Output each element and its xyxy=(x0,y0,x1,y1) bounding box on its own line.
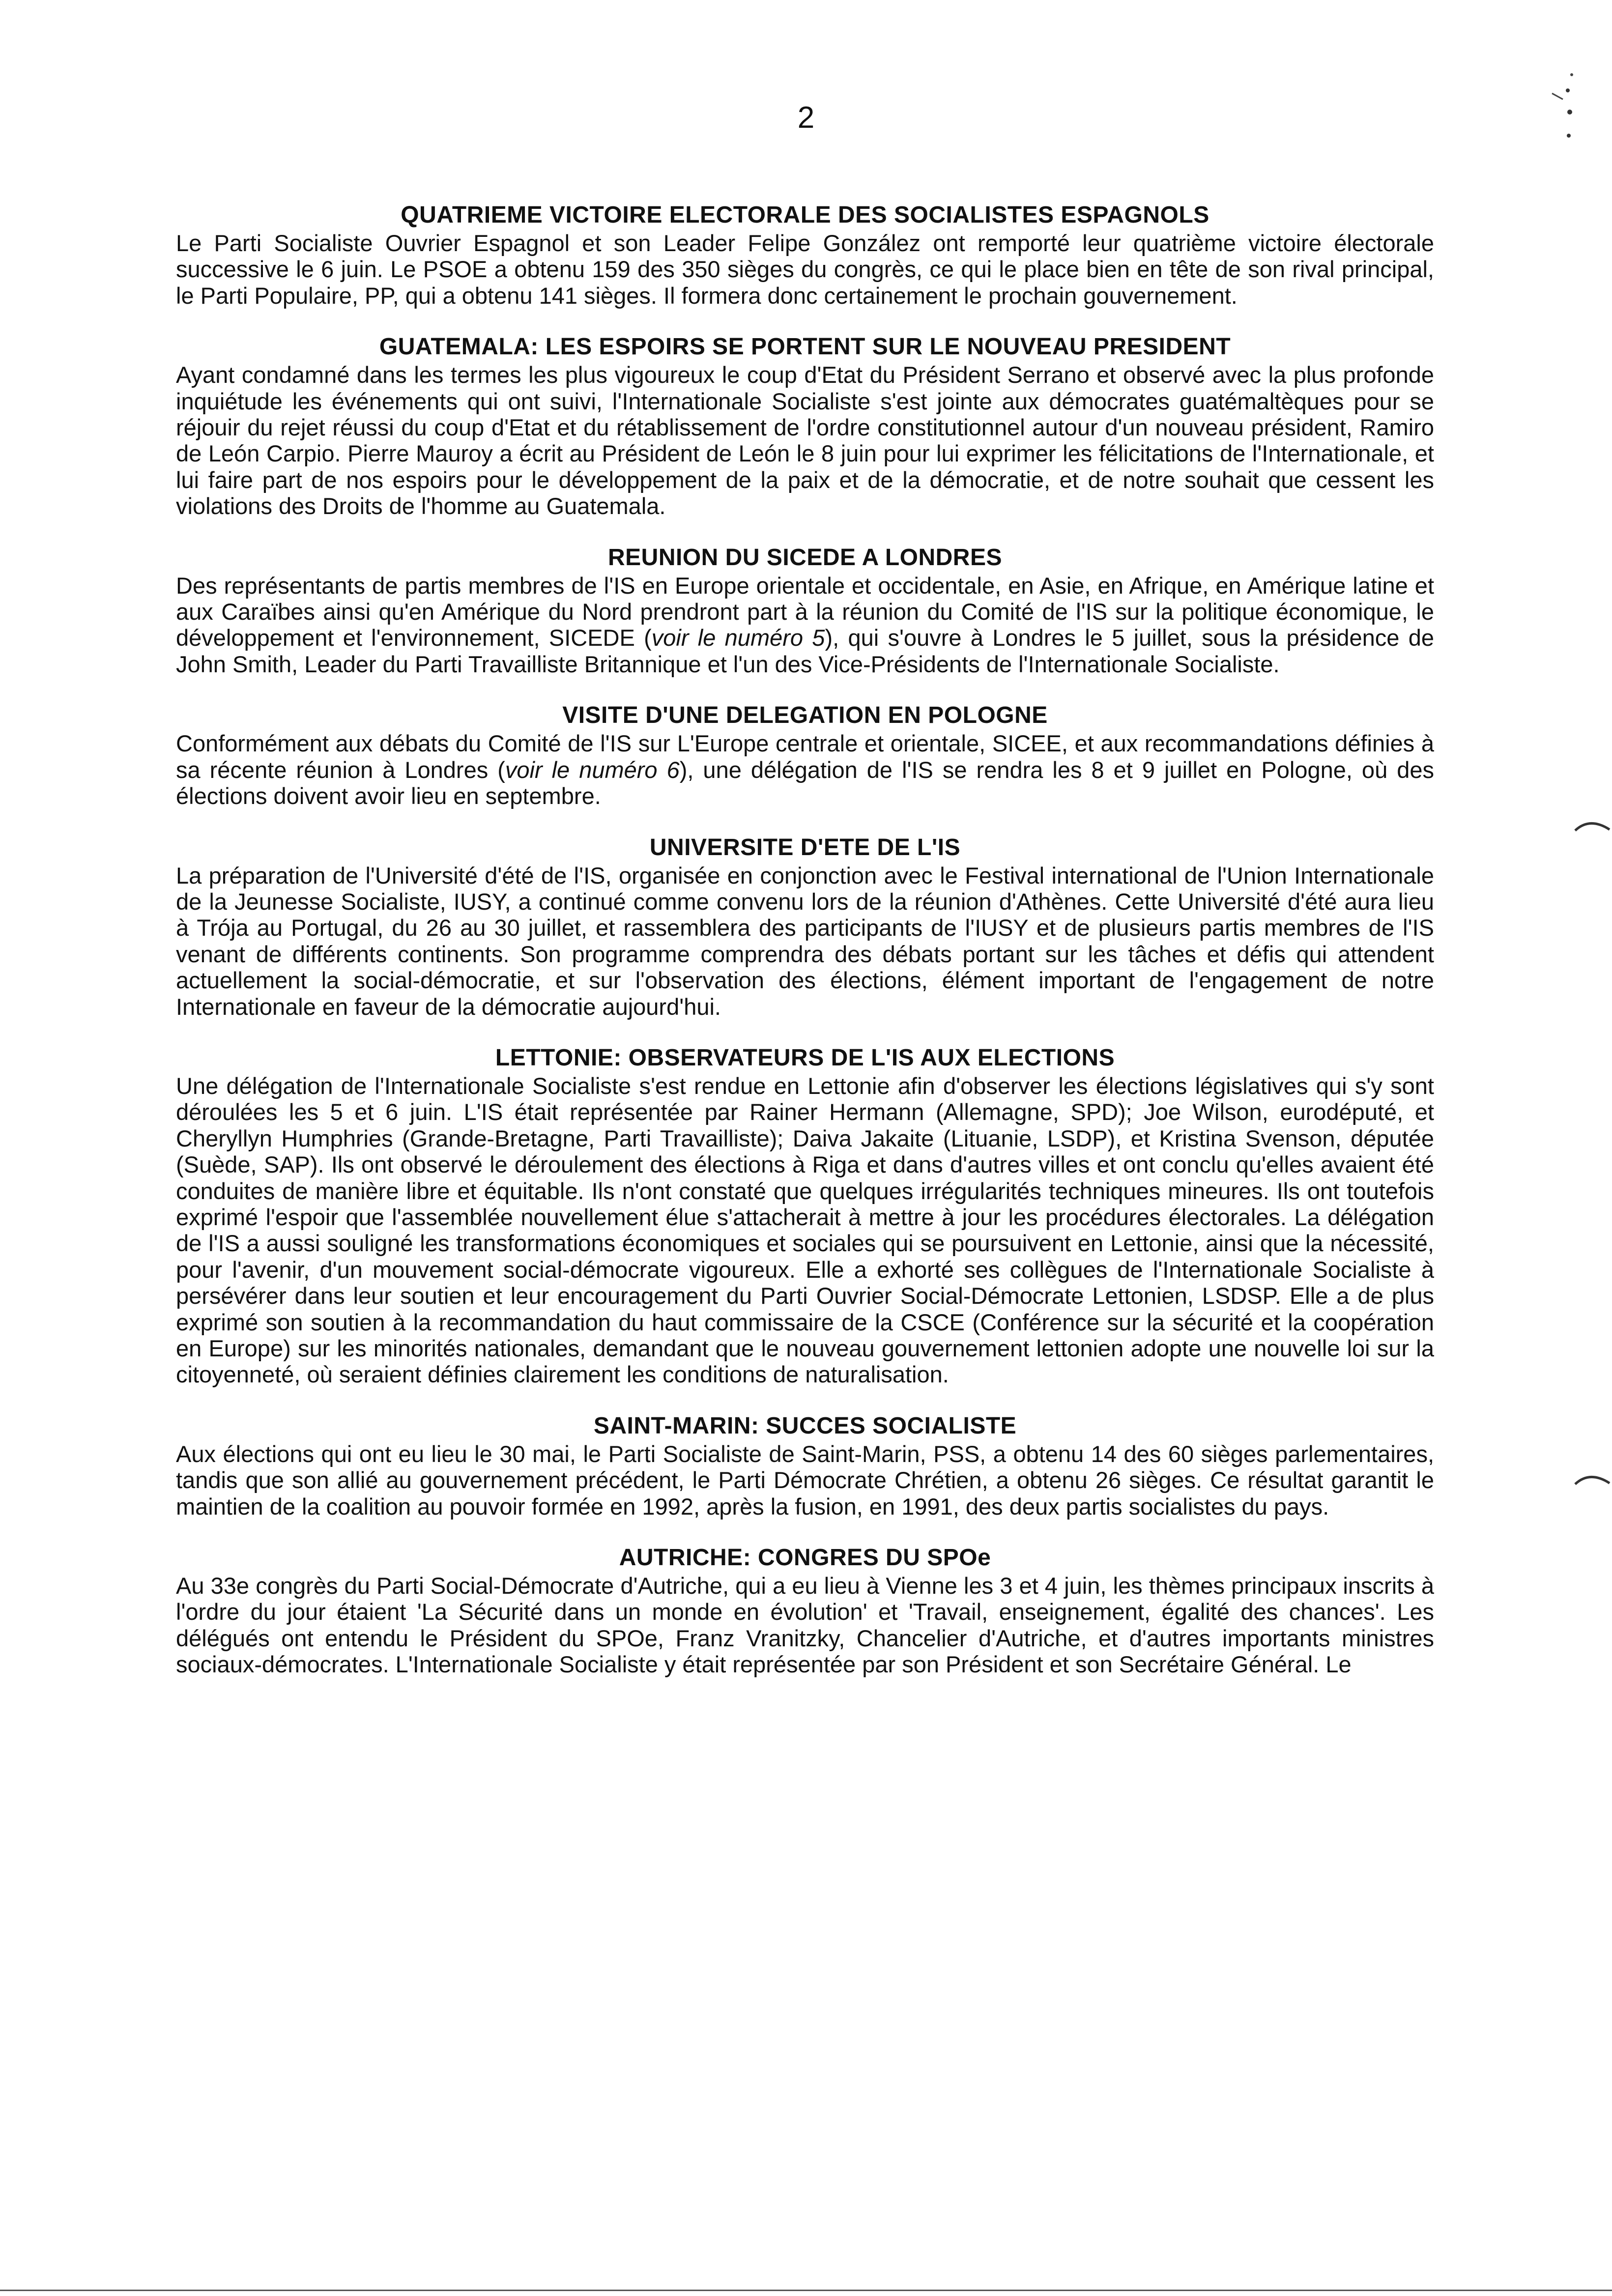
text-run: Des représentants de partis membres de l'IS en Europe orientale et occidentale, en Asie, en Afrique, en Amérique latine et aux Caraïbes ainsi qu'en Amérique du Nord prendront part à la réunion du Comité de l'IS sur la politique économique, le développement et l'environnement, SICEDE ( xyxy=(176,572,1434,651)
article-section xyxy=(176,201,1434,309)
text-run: Une délégation de l'Internationale Socialiste s'est rendue en Lettonie afin d'observer les élections législatives qui s'y sont déroulées les 5 et 6 juin. L'IS était représentée par Rainer Hermann (Allemagne, SPD); Joe Wilson, eurodéputé, et Cheryllyn Humphries (Grande-Bretagne, Parti Travailliste); Daiva Jakaite (Lituanie, LSDP), et Kristina Svenson, députée (Suède, SAP). Ils ont observé le déroulement des élections à Riga et dans d'autres villes et ont conclu qu'elles avaient été conduites de manière libre et équitable. Ils n'ont constaté que quelques irrégularités techniques mineures. Ils ont toutefois exprimé l'espoir que l'assemblée nouvellement élue s'attacherait à mettre à jour les procédures électorales. La délégation de l'IS a aussi souligné les transformations économiques et sociales qui se poursuivent en Lettonie, ainsi que la nécessité, pour l'avenir, d'un mouvement social-démocrate vigoureux. Elle a exhorté ses collègues de l'Internationale Socialiste à persévérer dans leur soutien et leur encouragement du Parti Ouvrier Social-Démocrate Lettonien, LSDSP. Elle a de plus exprimé son soutien à la recommandation du haut commissaire de la CSCE (Conférence sur la sécurité et la coopération en Europe) sur les minorités nationales, demandant que le nouveau gouvernement lettonien adopte une nouvelle loi sur la citoyenneté, où seraient définies clairement les conditions de naturalisation. xyxy=(176,1072,1434,1388)
section-heading: UNIVERSITE D'ETE DE L'IS xyxy=(649,834,961,861)
text-run: La préparation de l'Université d'été de l'IS, organisée en conjonction avec le Festival international de l'Union Internationale de la Jeunesse Socialiste, IUSY, a continué comme convenu lors de la réunion d'Athènes. Cette Université d'été aura lieu à Trója au Portugal, du 26 au 30 juillet, et rassemblera des participants de l'IUSY et de plusieurs partis membres de l'IS venant de différents continents. Son programme comprendra des débats portant sur les tâches et défis qui attendent actuellement la social-démocratie, et sur l'observation des élections, élément important de l'engagement de notre Internationale en faveur de la démocratie aujourd'hui. xyxy=(176,862,1434,1020)
article-section xyxy=(176,701,1434,809)
section-paragraph xyxy=(176,862,1434,1020)
text-run: ), qui s'ouvre à Londres le 5 juillet, sous la présidence de John Smith, Leader du Parti Travailliste Britannique et l'un des Vice-Présidents de l'Internationale Socialiste. xyxy=(176,625,1434,677)
article-section xyxy=(176,1543,1434,1678)
section-paragraph xyxy=(176,1073,1434,1388)
section-paragraph xyxy=(176,1573,1434,1678)
section-heading: GUATEMALA: LES ESPOIRS SE PORTENT SUR LE NOUVEAU PRESIDENT xyxy=(379,334,1231,360)
text-run: Ayant condamné dans les termes les plus vigoureux le coup d'Etat du Président Serrano et observé avec la plus profonde inquiétude les événements qui ont suivi, l'Internationale Socialiste s'est jointe aux démocrates guatémaltèques pour se réjouir du rejet réussi du coup d'Etat et du rétablissement de l'ordre constitutionnel autour d'un nouveau président, Ramiro de León Carpio. Pierre Mauroy a écrit au Président de León le 8 juin pour lui exprimer les félicitations de l'Internationale, et lui faire part de nos espoirs pour le développement de la paix et de la démocratie, et de notre souhait que cessent les violations des Droits de l'homme au Guatemala. xyxy=(176,362,1434,519)
section-paragraph xyxy=(176,230,1434,309)
text-run: Aux élections qui ont eu lieu le 30 mai, le Parti Socialiste de Saint-Marin, PSS, a obtenu 14 des 60 sièges parlementaires, tandis que son allié au gouvernement précédent, le Parti Démocrate Chrétien, a obtenu 26 sièges. Ce résultat garantit le maintien de la coalition au pouvoir formée en 1992, après la fusion, en 1991, des deux partis socialistes du pays. xyxy=(176,1440,1434,1520)
article-section xyxy=(176,543,1434,678)
margin-mark-icon xyxy=(1573,816,1612,835)
section-paragraph xyxy=(176,362,1434,519)
section-heading: SAINT-MARIN: SUCCES SOCIALISTE xyxy=(593,1412,1017,1439)
article-section xyxy=(176,1043,1434,1388)
section-heading: AUTRICHE: CONGRES DU SPOe xyxy=(619,1545,991,1571)
text-run: ), une délégation de l'IS se rendra les 8 et 9 juillet en Pologne, où des élections doivent avoir lieu en septembre. xyxy=(176,756,1434,809)
text-run: Au 33e congrès du Parti Social-Démocrate d'Autriche, qui a eu lieu à Vienne les 3 et 4 juin, les thèmes principaux inscrits à l'ordre du jour étaient 'La Sécurité dans un monde en évolution' et 'Travail, enseignement, égalité des chances'. Les délégués ont entendu le Président du SPOe, Franz Vranitzky, Chancelier d'Autriche, et d'autres importants ministres sociaux-démocrates. L'Internationale Socialiste y était représentée par son Président et son Secrétaire Général. Le xyxy=(176,1573,1434,1678)
text-run: Conformément aux débats du Comité de l'IS sur L'Europe centrale et orientale, SICEE, et aux recommandations définies à sa récente réunion à Londres ( xyxy=(176,730,1434,783)
section-heading: VISITE D'UNE DELEGATION EN POLOGNE xyxy=(562,702,1048,729)
page-number: 2 xyxy=(797,101,815,135)
section-paragraph xyxy=(176,730,1434,809)
article-section xyxy=(176,1411,1434,1520)
section-heading: LETTONIE: OBSERVATEURS DE L'IS AUX ELECTIONS xyxy=(495,1044,1115,1071)
section-heading: REUNION DU SICEDE A LONDRES xyxy=(607,544,1002,571)
reference-italic: voir le numéro 6 xyxy=(505,756,680,783)
article-section xyxy=(176,833,1434,1020)
section-paragraph xyxy=(176,1441,1434,1520)
article-section xyxy=(176,332,1434,519)
section-heading: QUATRIEME VICTOIRE ELECTORALE DES SOCIALISTES ESPAGNOLS xyxy=(401,202,1209,228)
text-run: Le Parti Socialiste Ouvrier Espagnol et son Leader Felipe González ont remporté leur quatrième victoire électorale successive le 6 juin. Le PSOE a obtenu 159 des 350 sièges du congrès, ce qui le place bien en tête de son rival principal, le Parti Populaire, PP, qui a obtenu 141 sièges. Il formera donc certainement le prochain gouvernement. xyxy=(176,230,1434,309)
section-paragraph xyxy=(176,573,1434,678)
page-bottom-rule xyxy=(0,2290,1612,2291)
document-body xyxy=(176,201,1434,1701)
margin-mark-icon xyxy=(1573,1469,1612,1489)
reference-italic: voir le numéro 5 xyxy=(651,625,825,651)
